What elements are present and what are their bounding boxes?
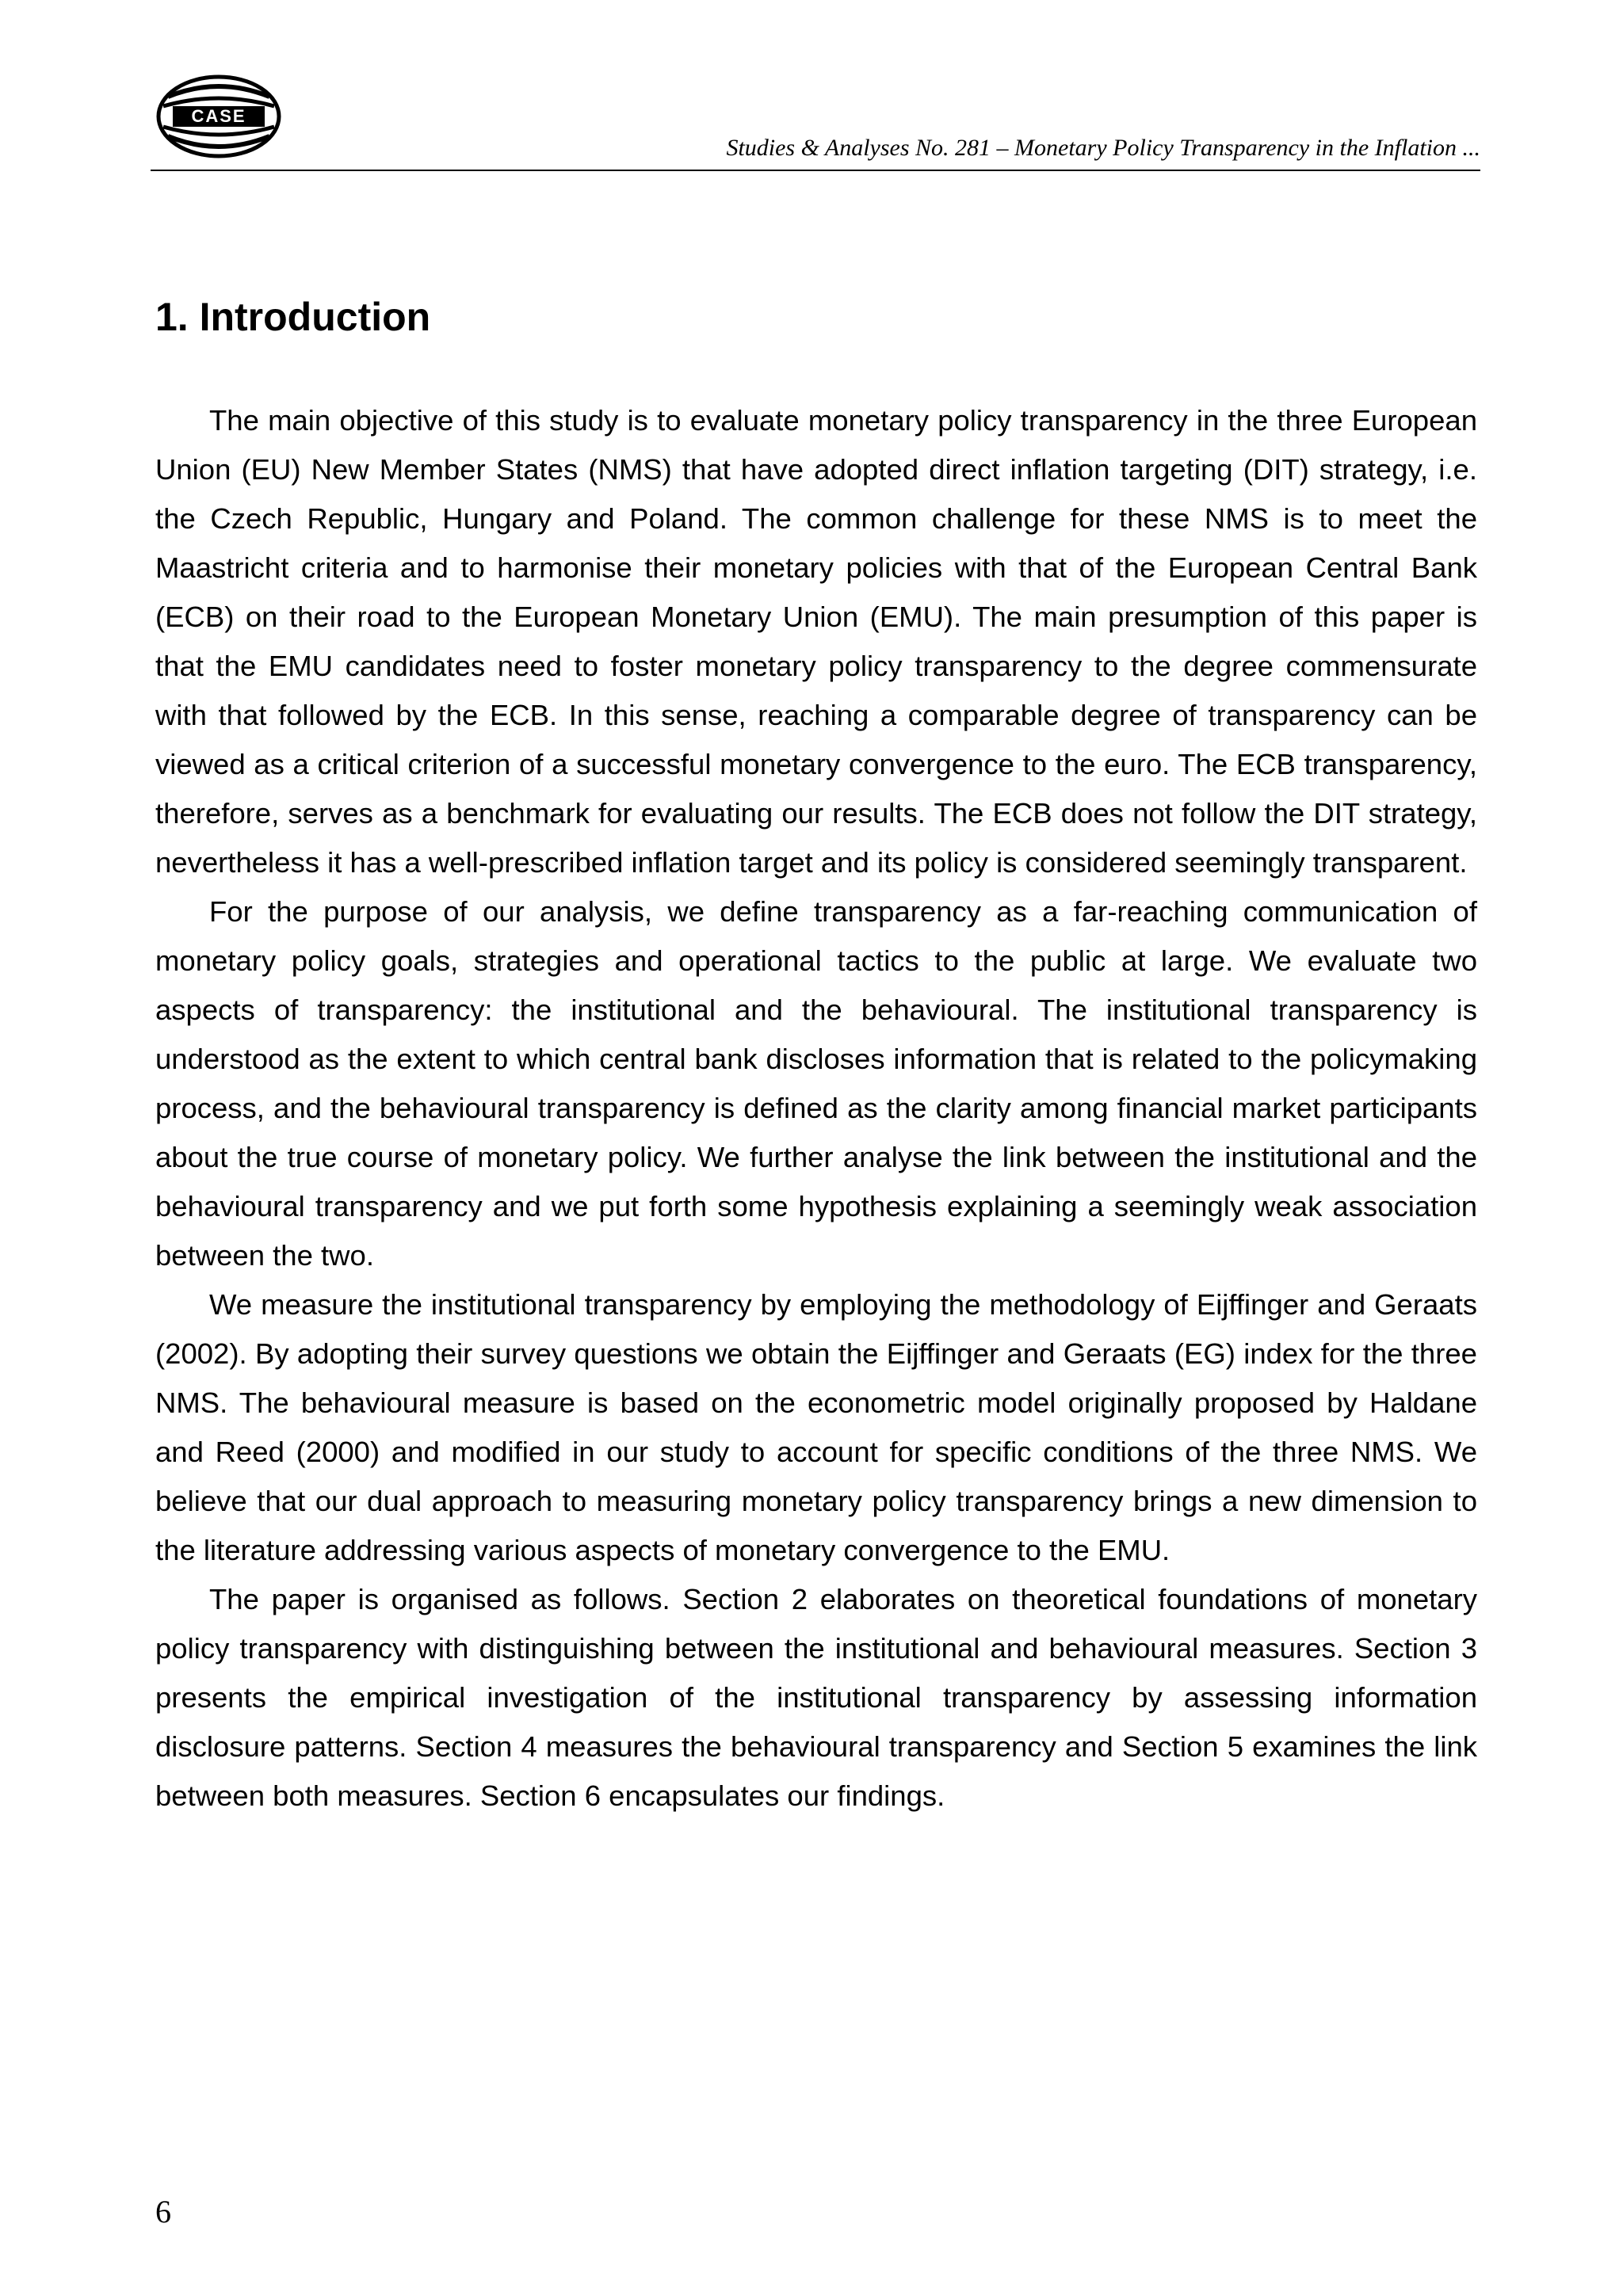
running-header-title: Studies & Analyses No. 281 – Monetary Policy Transparency in the Inflation ... <box>726 135 1480 161</box>
page-number: 6 <box>155 2194 171 2229</box>
paragraph-3: We measure the institutional transparency by employing the methodology of Eijffinger and Geraats (2002). By adopting their survey questions we obtain the Eijffinger and Geraats (EG) index for the three NMS. The behavioural measure is based on the econometric model originally proposed by Haldane and Reed (2000) and modified in our study to account for specific conditions of the three NMS. We believe that our dual approach to measuring monetary policy transparency brings a new dimension to the literature addressing various aspects of monetary convergence to the EMU. <box>155 1288 1477 1566</box>
case-logo <box>155 73 282 160</box>
paragraph-1: The main objective of this study is to evaluate monetary policy transparency in the three European Union (EU) New Member States (NMS) that have adopted direct inflation targeting (DIT) strategy, i.e. the Czech Republic, Hungary and Poland. The common challenge for these NMS is to meet the Maastricht criteria and to harmonise their monetary policies with that of the European Central Bank (ECB) on their road to the European Monetary Union (EMU). The main presumption of this paper is that the EMU candidates need to foster monetary policy transparency to the degree commensurate with that followed by the ECB. In this sense, reaching a comparable degree of transparency can be viewed as a critical criterion of a successful monetary convergence to the euro. The ECB transparency, therefore, serves as a benchmark for evaluating our results. The ECB does not follow the DIT strategy, nevertheless it has a well-prescribed inflation target and its policy is considered seemingly transparent. <box>155 404 1477 879</box>
paragraph-4: The paper is organised as follows. Section 2 elaborates on theoretical foundations of monetary policy transparency with distinguishing between the institutional and behavioural measures. Section 3 presents the empirical investigation of the institutional transparency by assessing information disclosure patterns. Section 4 measures the behavioural transparency and Section 5 examines the link between both measures. Section 6 encapsulates our findings. <box>155 1583 1477 1812</box>
paragraph-2: For the purpose of our analysis, we define transparency as a far-reaching communication of monetary policy goals, strategies and operational tactics to the public at large. We evaluate two aspects of transparency: the institutional and the behavioural. The institutional transparency is understood as the extent to which central bank discloses information that is related to the policymaking process, and the behavioural transparency is defined as the clarity among financial market participants about the true course of monetary policy. We further analyse the link between the institutional and the behavioural transparency and we put forth some hypothesis explaining a seemingly weak association between the two. <box>155 895 1477 1272</box>
section-heading: 1. Introduction <box>155 295 431 339</box>
case-logo-text: CASE <box>191 106 246 126</box>
section-body <box>155 396 1477 1821</box>
header-divider <box>151 170 1480 171</box>
case-logo-icon <box>155 73 282 160</box>
